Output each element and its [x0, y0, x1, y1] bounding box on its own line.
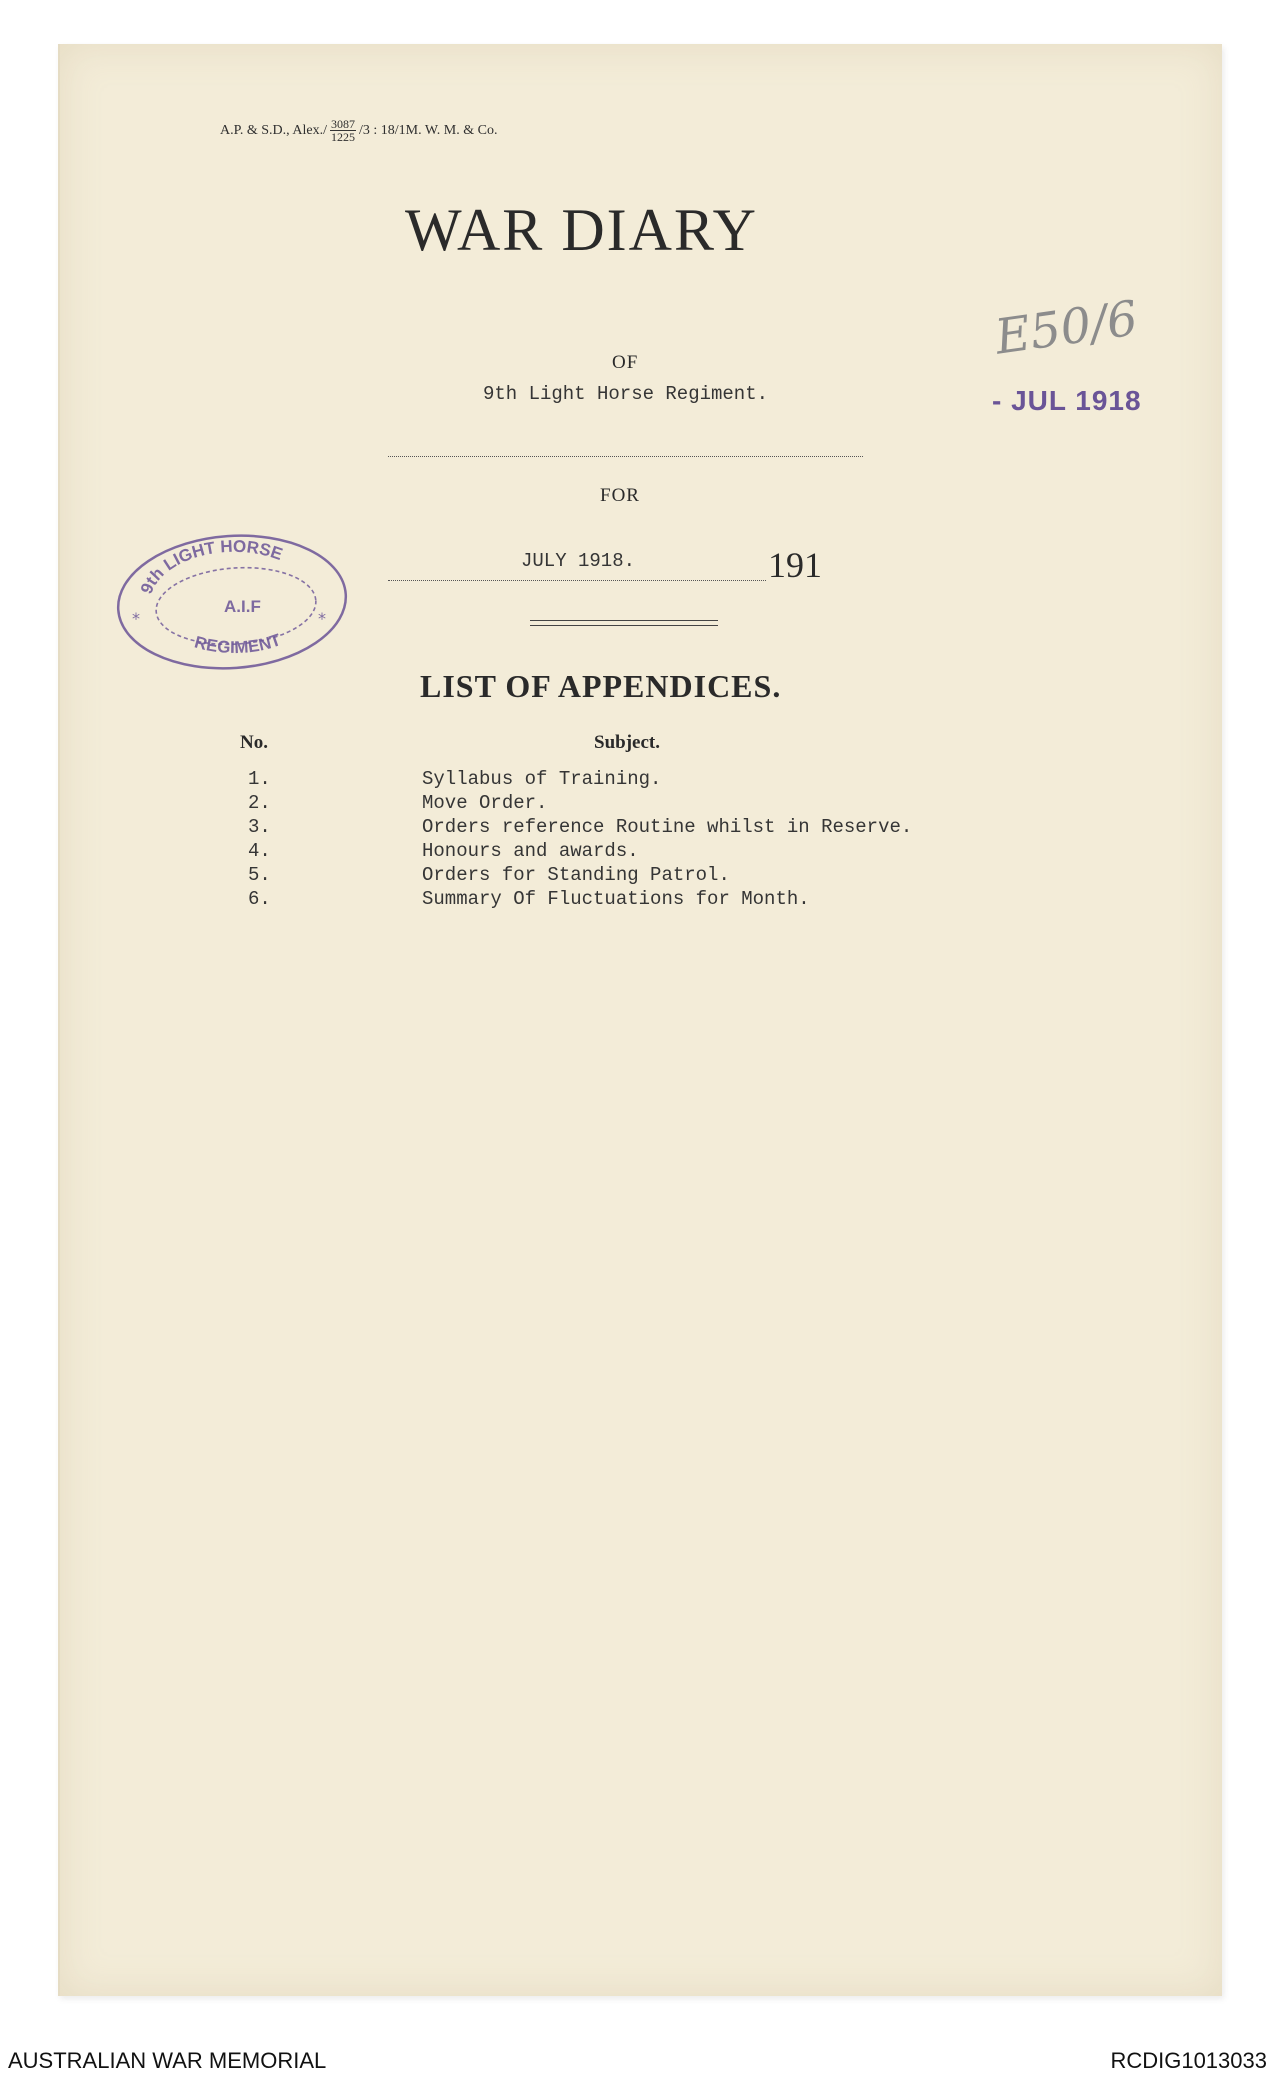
- document-title: WAR DIARY: [404, 197, 758, 263]
- print-code-fraction: [330, 118, 356, 143]
- print-code: [220, 118, 497, 143]
- stamp-star-right-icon: *: [318, 609, 326, 628]
- print-code-prefix: A.P. & S.D., Alex./: [220, 122, 327, 138]
- double-rule-divider: [530, 620, 718, 626]
- stamp-bottom-text: REGIMENT: [192, 630, 284, 658]
- appendix-subject: Summary Of Fluctuations for Month.: [422, 888, 810, 910]
- appendix-number: 5.: [248, 864, 271, 886]
- regiment-stamp: [112, 530, 352, 675]
- appendix-number: 6.: [248, 888, 271, 910]
- period: JULY 1918.: [520, 550, 636, 572]
- print-code-denominator: 1225: [330, 130, 355, 144]
- appendix-number: 1.: [248, 768, 271, 790]
- appendix-subject: Syllabus of Training.: [422, 768, 662, 790]
- footer-source: AUSTRALIAN WAR MEMORIAL: [8, 2048, 327, 2073]
- unit-name: 9th Light Horse Regiment.: [482, 383, 769, 405]
- year-prefix: 191: [768, 545, 822, 585]
- print-code-suffix: /3 : 18/1M. W. M. & Co.: [358, 122, 498, 138]
- list-heading: LIST OF APPENDICES.: [420, 668, 782, 704]
- for-label: FOR: [600, 485, 640, 506]
- footer-record-id: RCDIG1013033: [1110, 2048, 1267, 2073]
- appendix-number: 3.: [248, 816, 271, 838]
- of-label: OF: [612, 352, 639, 373]
- appendix-subject: Move Order.: [422, 792, 548, 814]
- stamp-center-text: A.I.F: [224, 597, 261, 616]
- appendix-number: 2.: [248, 792, 271, 814]
- date-stamp: - JUL 1918: [992, 385, 1142, 416]
- handwritten-reference: E50/6: [991, 290, 1142, 366]
- unit-name-dotted-line: [388, 456, 863, 457]
- column-header-no: No.: [240, 732, 268, 753]
- stamp-top-text: 9th LIGHT HORSE: [136, 536, 285, 597]
- appendix-subject: Honours and awards.: [422, 840, 639, 862]
- column-header-subject: Subject.: [594, 732, 660, 753]
- stamp-star-left-icon: *: [132, 609, 140, 628]
- appendix-subject: Orders reference Routine whilst in Reserve.: [422, 816, 913, 838]
- period-dotted-line: [388, 580, 766, 581]
- appendix-number: 4.: [248, 840, 271, 862]
- print-code-numerator: 3087: [330, 117, 355, 131]
- appendix-subject: Orders for Standing Patrol.: [422, 864, 730, 886]
